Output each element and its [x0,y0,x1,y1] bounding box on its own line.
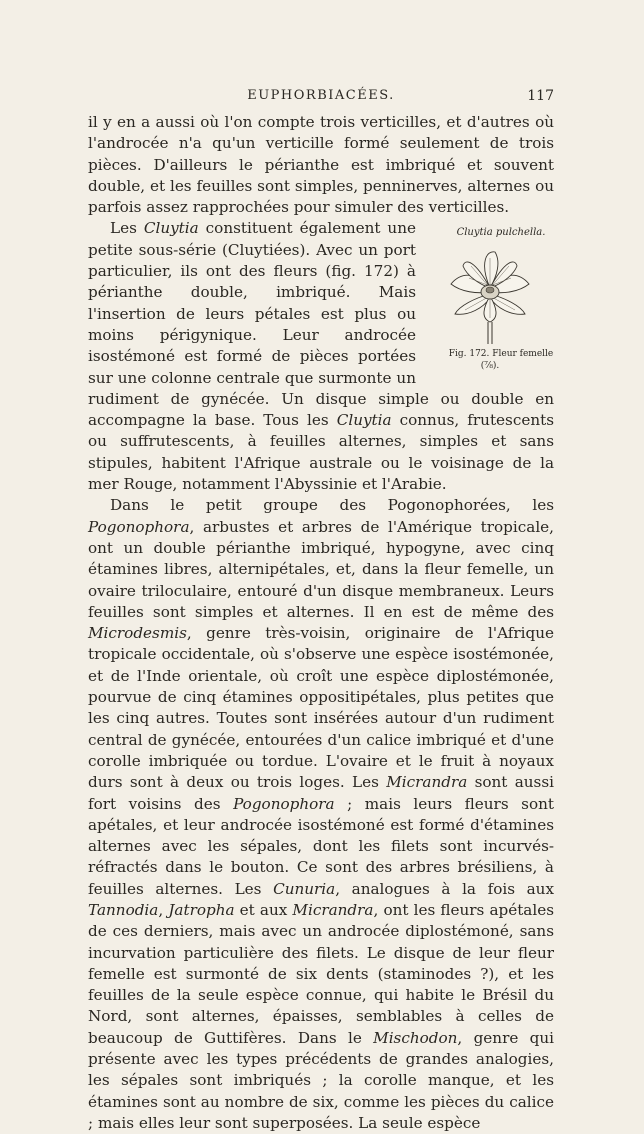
text-run: sont aussi fort voisins des [88,773,554,813]
italic-text: Cluytia [143,219,199,238]
paragraph [88,218,554,495]
italic-text: Cunuria [273,879,336,898]
text-run: , ont les fleurs apétales de ces derniers, mais avec un androcée diplostémoné, sans incurvation particulière des filets. Le disque de leur fleur femelle est surmonté de six dents (staminodes ?), et les feuilles de la seule espèce connue, qui habite le Brésil du Nord, sont alternes, épaisses, semblables à celles de beaucoup de Guttifères. Dans le [88,900,555,1047]
page-header [88,86,554,106]
italic-text: Cluytia [336,411,392,430]
text-run: , [158,900,169,919]
body-text [88,112,554,1134]
italic-text: Pogonophora [233,794,335,813]
italic-text: Jatropha [168,900,235,919]
italic-text: Microdesmis [88,624,187,643]
text-run: , genre très-voisin, originaire de l'Afrique tropicale occidentale, où s'observe une espèce isostémonée, et de l'Inde orientale, où croît une espèce diplostémonée, pourvue de cinq étamines oppositipétales, plus petites que les cinq autres. Toutes sont insérées autour d'un rudiment central de gynécée, entourées d'un calice imbriqué et d'une corolle imbriquée ou tordue. L'ovaire et le fruit à noyaux durs sont à deux ou trois loges. Les [88,624,554,792]
text-run: , genre qui présente avec les types précédents de grandes analogies, les sépales sont imbriqués ; la corolle manque, et les étamines sont au nombre de six, comme les pièces du calice ; mais elles leur sont superposées. La seule espèce [88,1028,554,1132]
italic-text: Tannodia [88,900,159,919]
text-run: , arbustes et arbres de l'Amérique tropicale, ont un double périanthe imbriqué, hypogyne, avec cinq étamines libres, alternipétales, et, dans la fleur femelle, un ovaire triloculaire, entouré d'un disque membraneux. Leurs feuilles sont simples et alternes. Il en est de même des [88,517,554,621]
paragraph [88,495,554,1134]
flower-illustration [435,242,545,346]
text-run: Dans le petit groupe des Pogonophorées, les [110,496,554,515]
italic-text: Micrandra [386,773,468,792]
running-title: EUPHORBIACÉES. [247,88,395,103]
text-run: ; mais leurs fleurs sont apétales, et leur androcée isostémoné est formé d'étamines alternes avec les sépales, dont les filets sont incurvés-réfractés dans le bouton. Ce sont des arbres brésiliens, à feuilles alternes. Les [88,794,554,898]
italic-text: Pogonophora [88,517,190,536]
text-run: et aux [234,900,293,919]
italic-text: Mischodon [373,1028,458,1047]
text-run: , analogues à la fois aux [335,879,555,898]
figure-caption: Fig. 172. Fleur femelle (⅞). [448,349,554,372]
text-run: il y en a aussi où l'on compte trois verticilles, et d'autres où l'androcée n'a qu'un verticille formé seulement de trois pièces. D'ailleurs le périanthe est imbriqué et souvent double, et les feuilles sont simples, penninerves, alternes ou parfois assez rapprochées pour simuler des verticilles. [88,113,554,217]
figure-172 [426,226,554,372]
italic-text: Micrandra [292,900,374,919]
figure-title: Cluytia pulchella. [456,227,546,239]
text-run: Les [110,219,144,238]
paragraph [88,112,554,218]
page-number: 117 [527,88,554,104]
text-run: connus, frutescents ou suffrutescents, à feuilles alternes, simples et sans stipules, habitent l'Afrique australe ou le voisinage de la mer Rouge, notamment l'Abyssinie et l'Arabie. [88,411,555,494]
text-run: constituent également une petite sous-série (Cluytiées). Avec un port particulier, ils ont des fleurs (fig. 172) à périanthe double, imbriqué. Mais l'insertion de leurs pétales est plus ou moins périgynique. Leur androcée isostémoné est formé de pièces portées sur une colonne centrale que surmonte un rudiment de gynécée. Un disque simple ou double en accompagne la base. Tous les [88,219,554,430]
